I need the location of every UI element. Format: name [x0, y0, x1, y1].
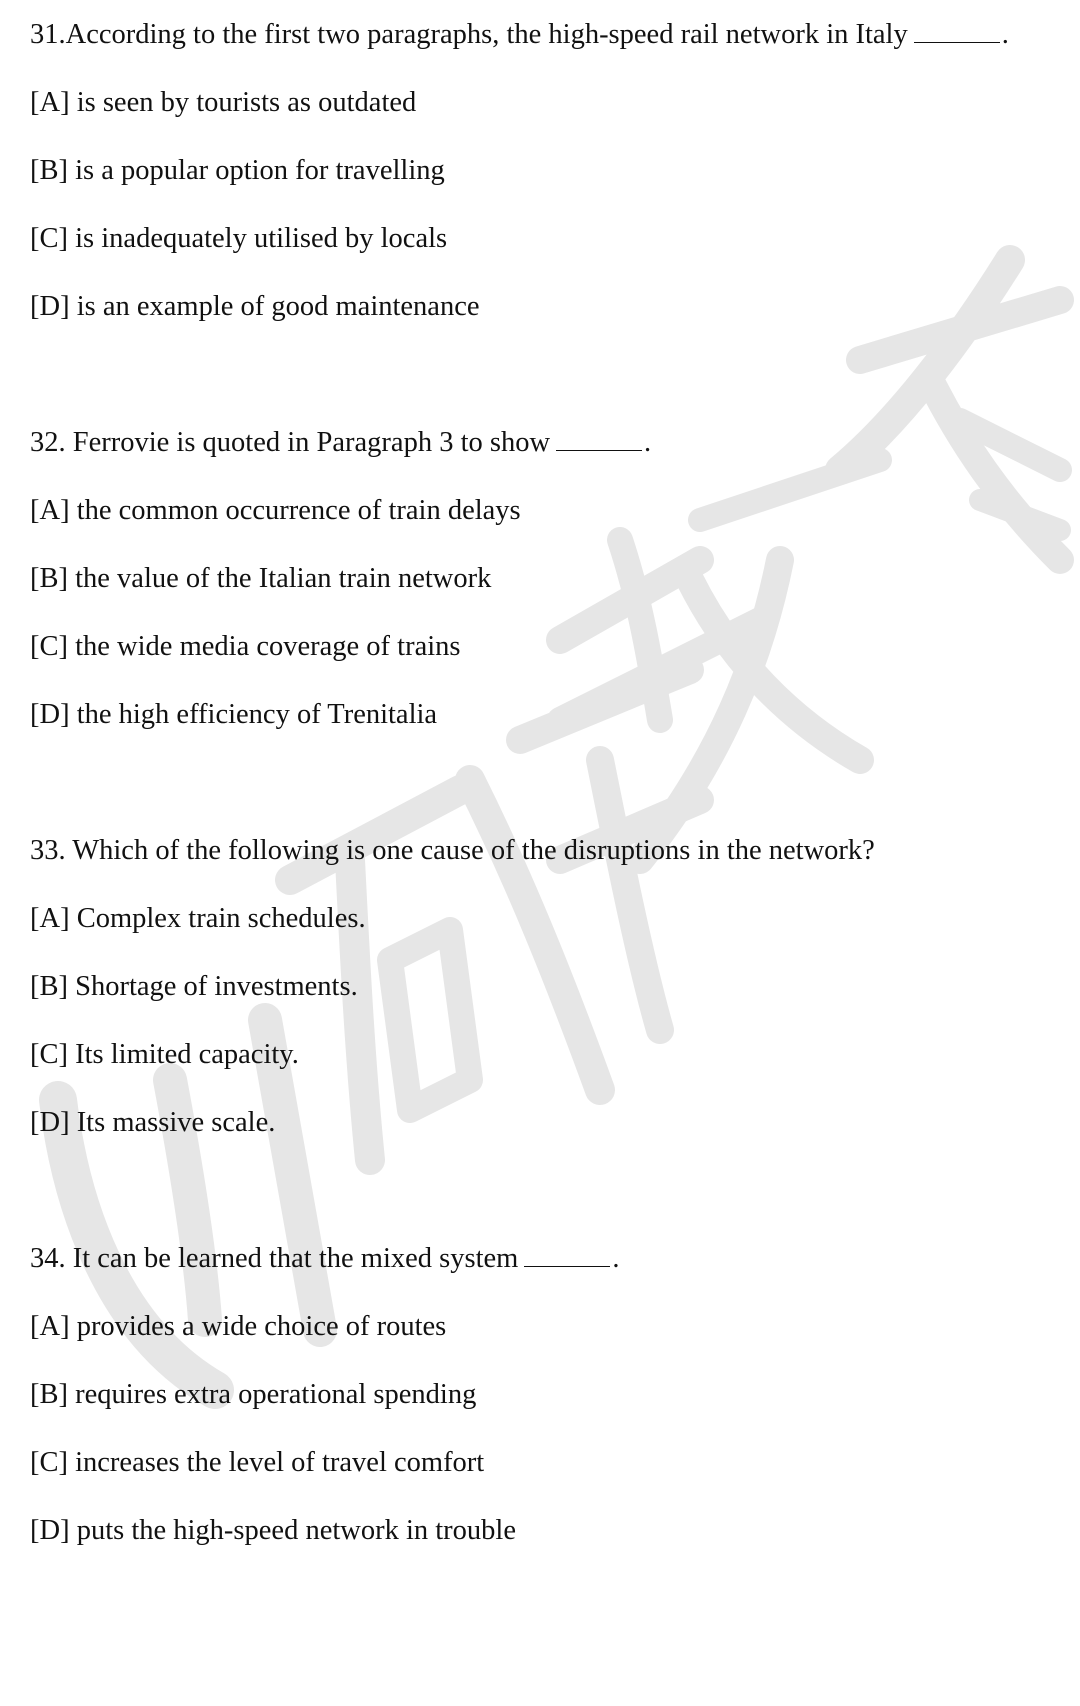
question-34-option-d: [D] puts the high-speed network in trouble	[30, 1515, 516, 1546]
question-31-option-a: [A] is seen by tourists as outdated	[30, 87, 417, 118]
question-34-option-b: [B] requires extra operational spending	[30, 1379, 477, 1410]
question-33-stem	[30, 834, 875, 868]
question-31-option-c: [C] is inadequately utilised by locals	[30, 223, 448, 254]
question-33-option-a: [A] Complex train schedules.	[30, 903, 366, 934]
question-33-option-d: [D] Its massive scale.	[30, 1107, 276, 1138]
question-32-option-d: [D] the high efficiency of Trenitalia	[30, 699, 438, 730]
question-31-text: 31.According to the first two paragraphs, the high-speed rail network in Italy	[30, 19, 908, 50]
question-32-option-c: [C] the wide media coverage of trains	[30, 631, 461, 662]
question-33-option-c: [C] Its limited capacity.	[30, 1039, 299, 1070]
question-34-option-c: [C] increases the level of travel comfort	[30, 1447, 485, 1478]
question-34-text: 34. It can be learned that the mixed system	[30, 1243, 519, 1274]
question-34-stem: 34. It can be learned that the mixed system .	[30, 1243, 620, 1274]
question-31-option-d: [D] is an example of good maintenance	[30, 291, 480, 322]
question-32-stem: 32. Ferrovie is quoted in Paragraph 3 to show .	[30, 427, 652, 458]
question-33-option-b: [B] Shortage of investments.	[30, 971, 358, 1002]
question-32-option-a: [A] the common occurrence of train delays	[30, 495, 521, 526]
question-31-option-b: [B] is a popular option for travelling	[30, 155, 445, 186]
answer-blank	[914, 41, 1000, 43]
question-31-stem: 31.According to the first two paragraphs, the high-speed rail network in Italy .	[30, 19, 1009, 50]
question-32-option-b: [B] the value of the Italian train network	[30, 563, 492, 594]
question-33-text: 33. Which of the following is one cause of the disruptions in the network?	[30, 835, 875, 866]
answer-blank	[524, 1265, 610, 1267]
question-32-text: 32. Ferrovie is quoted in Paragraph 3 to show	[30, 427, 551, 458]
answer-blank	[556, 449, 642, 451]
question-34-option-a: [A] provides a wide choice of routes	[30, 1311, 447, 1342]
